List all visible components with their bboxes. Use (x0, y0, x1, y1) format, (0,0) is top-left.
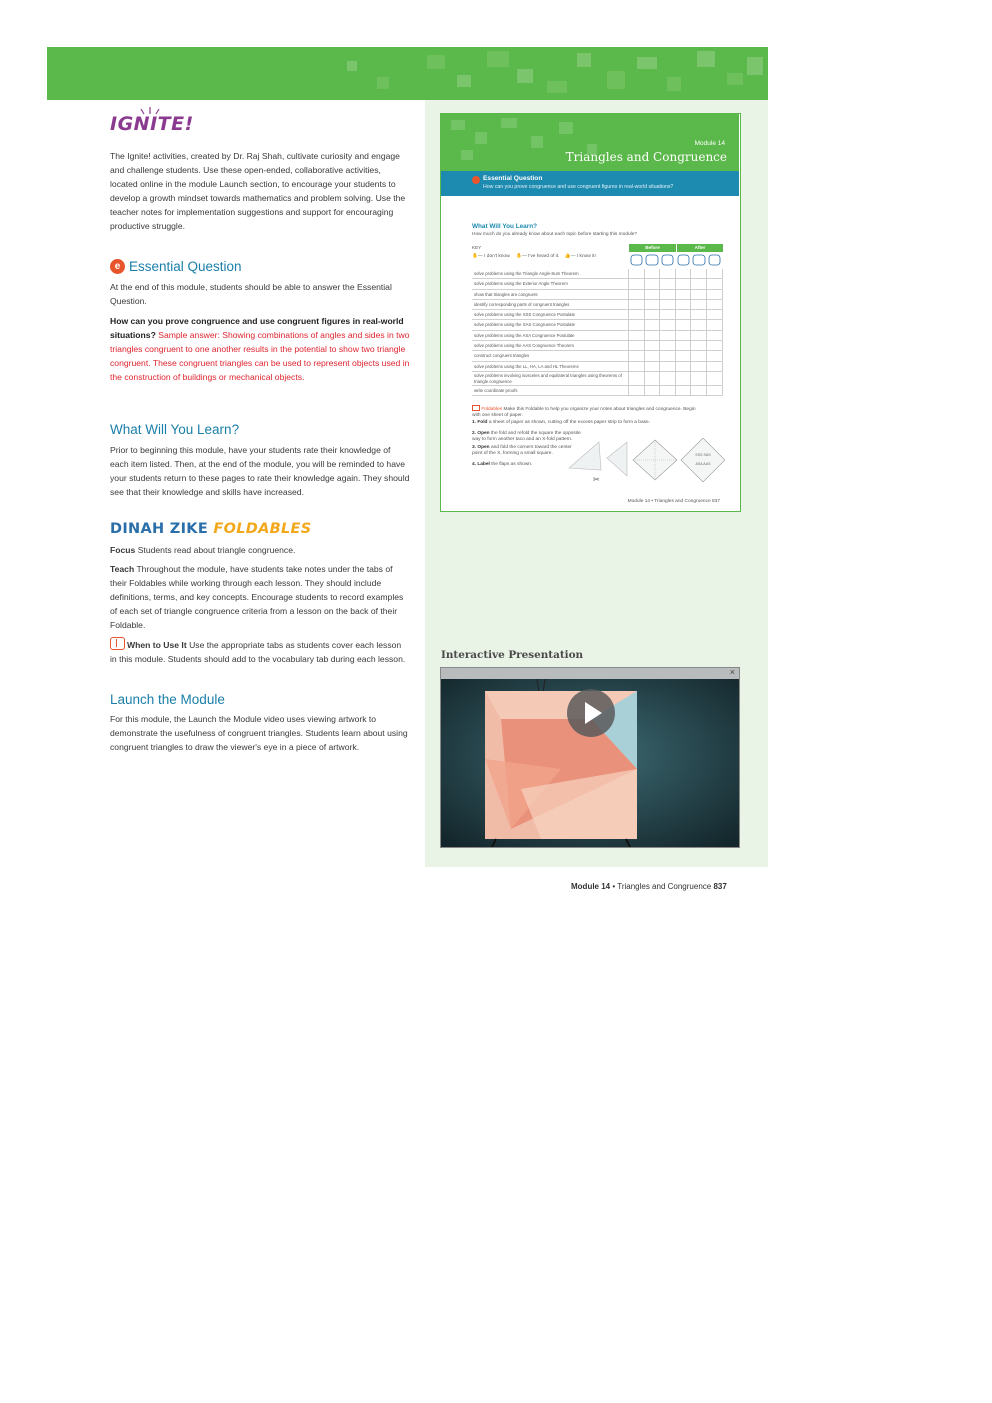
rating-cell (645, 372, 661, 385)
rating-cell (707, 290, 723, 299)
play-button-icon[interactable] (567, 689, 615, 737)
thumbnail-wwyl-prompt: How much do you already know about each topic before starting this module? (472, 232, 638, 237)
ignite-wordmark: IGNITE! (110, 113, 194, 135)
rating-cell (691, 362, 707, 371)
rating-cell (707, 279, 723, 288)
what-will-you-learn-text: Prior to beginning this module, have your students rate their knowledge of each item listed. Then, at the end of the module, you will be reminded to have your students return to these pages to rate their knowledge again. They should see that their knowledge and skills have increased. (110, 445, 410, 498)
dinah-zike-foldables-logo: DINAH ZIKE FOLDABLES (110, 521, 312, 537)
thumbnail-step-2: 2. Open the fold and refold the square the opposite way to form another taco and an X-fold pattern. (472, 431, 581, 443)
rating-cell (629, 290, 645, 299)
rating-cell (707, 320, 723, 329)
fold-label-1: SSS SAS (695, 453, 711, 457)
rating-cell (629, 300, 645, 309)
when-to-use-paragraph: When to Use It Use the appropriate tabs as students cover each lesson in this module. Students should add to the vocabulary tab during each lesson. (110, 637, 410, 666)
rating-cell (629, 372, 645, 385)
table-row (472, 300, 723, 310)
thumbnail-foldables-intro: Foldables Make this Foldable to help you organize your notes about triangles and congruence. Begin with one sheet of paper. (472, 407, 696, 419)
rating-cell (691, 269, 707, 278)
interactive-presentation-label: Interactive Presentation (441, 649, 584, 661)
foldables-icon (472, 405, 480, 411)
table-row (472, 351, 723, 361)
module-page-thumbnail (440, 113, 741, 512)
rating-cell (691, 310, 707, 319)
rating-cell (629, 331, 645, 340)
thumbnail-step-1: 1. Fold a sheet of paper as shown, cutting off the excess paper strip to form a base. (472, 420, 651, 425)
rating-cell (660, 351, 676, 360)
rating-cell (645, 279, 661, 288)
foldable-diagram (567, 438, 725, 488)
rating-cell (676, 300, 692, 309)
table-row-label: solve problems involving isosceles and equilateral triangles using theorems of triangle congruence (472, 372, 629, 385)
close-icon[interactable]: × (729, 667, 735, 677)
rating-cell (676, 351, 692, 360)
rating-icons-row (629, 253, 723, 267)
thumbnail-module-number: Module 14 (694, 140, 725, 147)
table-row (472, 310, 723, 320)
rating-cell (645, 269, 661, 278)
table-row (472, 341, 723, 351)
rating-cell (660, 279, 676, 288)
rating-cell (660, 372, 676, 385)
thumbs-down-icon: ✋ (472, 254, 478, 259)
rating-cell (676, 320, 692, 329)
rating-cell (629, 362, 645, 371)
rating-cell (707, 372, 723, 385)
rating-cell (660, 386, 676, 395)
after-header: After (677, 244, 723, 252)
before-header: Before (629, 244, 676, 252)
spark-icon (140, 107, 160, 115)
thumbnail-page-footer: Module 14 • Triangles and Congruence 837 (627, 499, 720, 504)
rating-cell (645, 331, 661, 340)
rating-cell (660, 341, 676, 350)
rating-cell (660, 269, 676, 278)
page-footer: Module 14 • Triangles and Congruence 837 (571, 882, 727, 891)
table-row-label: solve problems using the SSS Congruence Postulate (472, 310, 629, 319)
table-row (472, 279, 723, 289)
video-player[interactable] (440, 667, 740, 848)
thumbnail-title: Triangles and Congruence (565, 150, 727, 164)
table-row-label: solve problems using the AAS Congruence Theorem (472, 341, 629, 350)
rating-cell (676, 331, 692, 340)
rating-cell (691, 386, 707, 395)
table-rows (472, 269, 723, 396)
rating-cell (645, 310, 661, 319)
rating-cell (691, 341, 707, 350)
rating-cell (707, 351, 723, 360)
rating-cell (645, 362, 661, 371)
table-row-label: show that triangles are congruent (472, 290, 629, 299)
table-row (472, 290, 723, 300)
rating-cell (629, 310, 645, 319)
rating-cell (660, 320, 676, 329)
essential-question-intro: At the end of this module, students should be able to answer the Essential Question. (110, 282, 392, 307)
rating-cell (691, 351, 707, 360)
rating-cell (707, 269, 723, 278)
teach-paragraph: Teach Throughout the module, have students take notes under the tabs of their Foldables while working through each lesson. They should include definitions, terms, and key concepts. Encourage students to record examples of each set of triangle congruence criteria from a lesson on the back of their Foldable. (110, 564, 404, 631)
what-will-you-learn-heading: What Will You Learn? (110, 422, 240, 437)
rating-cell (676, 386, 692, 395)
table-row (472, 386, 723, 396)
rating-cell (676, 290, 692, 299)
thumbs-up-icon: 👍 (564, 254, 571, 259)
rating-cell (660, 331, 676, 340)
rating-cell (707, 386, 723, 395)
table-row-label: identify corresponding parts of congruent triangles (472, 300, 629, 309)
thumbnail-steps (472, 431, 582, 468)
thumbnail-header (441, 114, 739, 171)
table-row-label: write coordinate proofs (472, 386, 629, 395)
focus-paragraph: Focus Students read about triangle congruence. (110, 545, 296, 555)
launch-module-text: For this module, the Launch the Module video uses viewing artwork to demonstrate the usefulness of congruent triangles. Students learn about using congruent triangles to draw the viewer's eye in a piece of artwork. (110, 714, 408, 753)
rating-cell (629, 351, 645, 360)
rating-cell (645, 386, 661, 395)
rating-cell (691, 300, 707, 309)
table-row (472, 331, 723, 341)
table-row (472, 320, 723, 330)
table-row-label: solve problems using the LL, HA, LA and HL Theorems (472, 362, 629, 371)
rating-cell (707, 341, 723, 350)
rating-cell (629, 341, 645, 350)
rating-cell (629, 269, 645, 278)
rating-cell (660, 310, 676, 319)
rating-cell (676, 279, 692, 288)
rating-cell (691, 320, 707, 329)
thumbnail-step-3: 3. Open and fold the corners toward the center point of the X, forming a small square. (472, 444, 572, 457)
essential-question-answer: Sample answer: Showing combinations of angles and sides in two triangles congruent to one another results in the potential to show two triangle congruent. These congruent triangles can be used to represent objects used in the construction of buildings or mechanical objects. (110, 330, 410, 383)
essential-question-text: How can you prove congruence and use congruent figures in real-world situations? (110, 316, 404, 341)
essential-question-dot-icon (472, 176, 480, 184)
rating-cell (707, 362, 723, 371)
rating-cell (676, 362, 692, 371)
rating-cell (629, 386, 645, 395)
scissors-icon: ✂ (593, 475, 600, 484)
table-row-label: solve problems using the ASA Congruence Postulate (472, 331, 629, 340)
table-row (472, 372, 723, 386)
table-row-label: solve problems using the Triangle Angle-Sum Theorem (472, 269, 629, 278)
thumbnail-key-label: KEY (472, 245, 482, 250)
book-icon (110, 637, 125, 650)
table-row (472, 269, 723, 279)
rating-cell (645, 290, 661, 299)
rating-cell (660, 300, 676, 309)
table-row-label: solve problems using the SAS Congruence Postulate (472, 320, 629, 329)
thumbnail-essential-question: Essential Question How can you prove congruence and use congruent figures in real-world situations? (441, 171, 739, 196)
rating-cell (676, 269, 692, 278)
rating-cell (676, 310, 692, 319)
rating-cell (691, 279, 707, 288)
video-title-bar (441, 668, 739, 679)
top-banner (47, 47, 768, 100)
launch-module-heading: Launch the Module (110, 692, 225, 707)
rating-cell (645, 320, 661, 329)
rating-cell (707, 310, 723, 319)
rating-cell (691, 290, 707, 299)
rating-cell (660, 290, 676, 299)
table-row (472, 362, 723, 372)
rating-cell (707, 331, 723, 340)
rating-cell (660, 362, 676, 371)
rating-cell (645, 351, 661, 360)
essential-question-icon: e (110, 259, 125, 274)
table-row-label: construct congruent triangles (472, 351, 629, 360)
rating-cell (645, 300, 661, 309)
ignite-description: The Ignite! activities, created by Dr. Raj Shah, cultivate curiosity and engage and challenge students. Use these open-ended, collaborative activities, located online in the module Launch section, to encourage your students to develop a growth mindset towards mathematics and problem solving. Use the teacher notes for implementation suggestions and support for encouraging productive struggle. (110, 151, 406, 232)
rating-cell (691, 372, 707, 385)
rating-cell (691, 331, 707, 340)
ignite-logo (110, 113, 194, 135)
rating-cell (676, 372, 692, 385)
rating-cell (629, 279, 645, 288)
essential-question-block (110, 314, 410, 384)
table-row-label: solve problems using the Exterior Angle Theorem (472, 279, 629, 288)
rating-cell (676, 341, 692, 350)
rating-cell (645, 341, 661, 350)
hand-icon: ✋ (515, 254, 522, 259)
fold-label-2: ASA AAS (695, 462, 711, 466)
thumbnail-key-legend: ✋— I don't know. ✋— I've heard of it. 👍— I know it! (472, 254, 596, 259)
essential-question-heading: e Essential Question (110, 259, 242, 274)
thumbnail-wwyl-title: What Will You Learn? (472, 223, 538, 230)
rating-cell (629, 320, 645, 329)
thumbnail-step-4: 4. Label the flaps as shown. (472, 461, 533, 467)
rating-cell (707, 300, 723, 309)
